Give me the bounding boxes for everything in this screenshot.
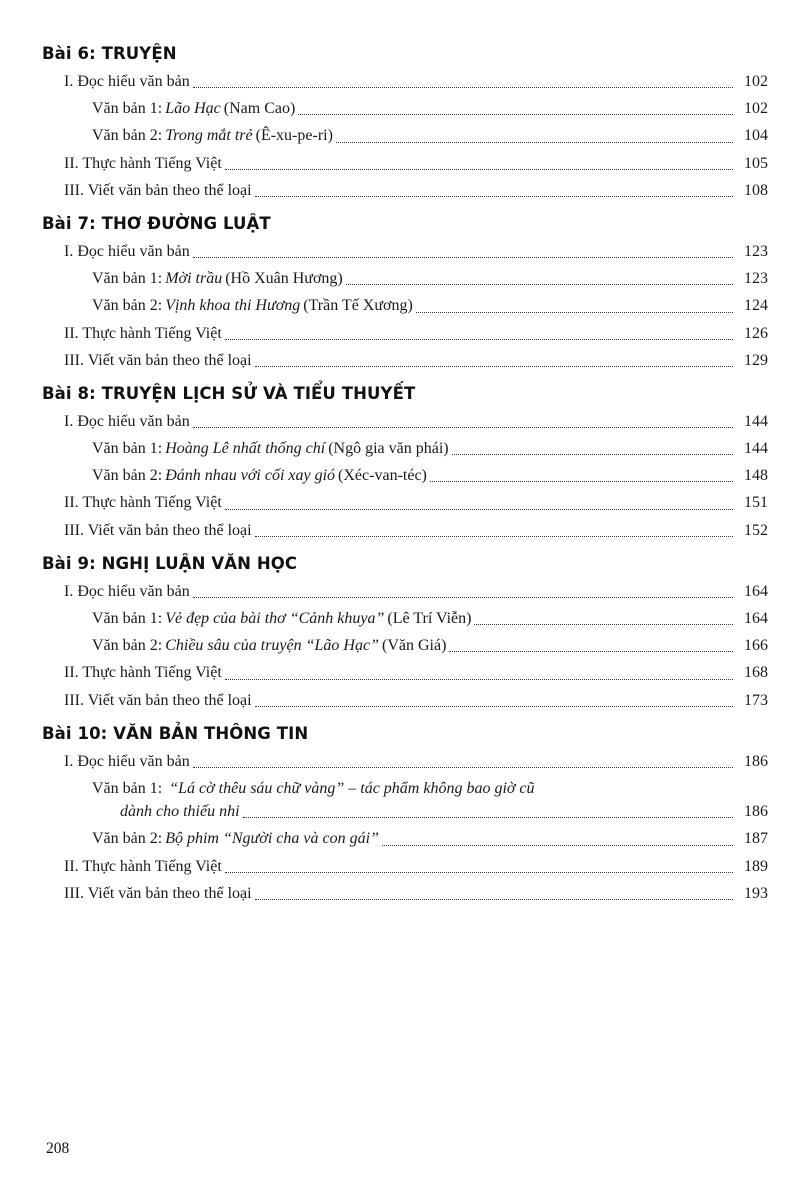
toc-entry[interactable]	[42, 410, 768, 433]
toc-entry-label: Văn bản 1:	[92, 270, 163, 288]
toc-leader-dots	[193, 86, 733, 88]
toc-entry-page: 186	[744, 752, 768, 770]
toc-entry[interactable]	[42, 607, 768, 630]
toc-entry[interactable]	[42, 491, 768, 514]
toc-entry[interactable]	[42, 97, 768, 120]
toc-section-title: Bài 6: TRUYỆN	[42, 44, 177, 63]
toc-entry[interactable]	[42, 519, 768, 542]
toc-entry-page: 189	[744, 857, 768, 875]
toc-entry-label: Văn bản 2:	[92, 467, 163, 485]
toc-leader-dots	[255, 365, 733, 367]
toc-entry-label: I. Đọc hiểu văn bản	[64, 242, 190, 260]
toc-entry-title: Vịnh khoa thi Hương	[165, 297, 301, 315]
toc-leader-dots	[193, 426, 733, 428]
toc-section-title: Bài 9: NGHỊ LUẬN VĂN HỌC	[42, 553, 298, 573]
toc-entry-label: Văn bản 2:	[92, 637, 163, 655]
toc-entry-label: Văn bản 1:	[92, 610, 163, 627]
toc-entry-author: (Lê Trí Viễn)	[387, 610, 472, 627]
toc-entry-page: 186	[744, 803, 768, 821]
toc-entry-page: 173	[744, 691, 768, 709]
toc-leader-dots	[225, 508, 733, 510]
toc-leader-dots	[449, 650, 733, 652]
toc-entry-author: (Ngô gia văn phái)	[328, 440, 449, 458]
toc-leader-dots	[255, 705, 733, 707]
toc-entry-author: (Ê-xu-pe-ri)	[255, 127, 333, 145]
toc-entry-label: III. Viết văn bản theo thể loại	[64, 351, 252, 369]
toc-entry-page: 123	[744, 242, 768, 260]
toc-entry-title: Mời trầu	[165, 270, 223, 288]
toc-entry-page: 102	[744, 73, 768, 90]
toc-entry[interactable]	[42, 267, 768, 290]
toc-leader-dots	[382, 844, 733, 846]
toc-entry[interactable]	[42, 827, 768, 850]
toc-entry-page: 193	[744, 884, 768, 902]
toc-section-title: Bài 10: VĂN BẢN THÔNG TIN	[42, 723, 309, 743]
toc-leader-dots	[193, 596, 733, 598]
toc-leader-dots	[225, 678, 733, 680]
toc-entry-title-cont: dành cho thiếu nhi	[120, 803, 240, 821]
toc-entry-title: Bộ phim “Người cha và con gái”	[165, 830, 379, 848]
toc-entry-label: Văn bản 1:	[92, 440, 163, 458]
toc-entry[interactable]	[42, 777, 768, 823]
toc-entry-label: II. Thực hành Tiếng Việt	[64, 324, 222, 342]
toc-leader-dots	[336, 141, 733, 143]
toc-entry-page: 123	[744, 270, 768, 288]
toc-entry[interactable]	[42, 882, 768, 905]
toc-entry-label: I. Đọc hiểu văn bản	[64, 582, 190, 600]
toc-entry[interactable]	[42, 70, 768, 93]
toc-section	[42, 384, 768, 542]
toc-entry[interactable]	[42, 349, 768, 372]
toc-entry-label: Văn bản 2:	[92, 297, 163, 315]
toc-entry-label: III. Viết văn bản theo thể loại	[64, 521, 252, 539]
toc-entry[interactable]	[42, 661, 768, 684]
toc-entry-title: Vẻ đẹp của bài thơ “Cảnh khuya”	[165, 610, 385, 627]
toc-entry-author: (Xéc-van-téc)	[338, 467, 427, 485]
toc-entry-page: 104	[744, 127, 768, 145]
toc-entry[interactable]	[42, 689, 768, 712]
toc-entry[interactable]	[42, 179, 768, 202]
toc-section	[42, 214, 768, 372]
toc-entry-label: II. Thực hành Tiếng Việt	[64, 664, 222, 682]
toc-entry-author: (Nam Cao)	[223, 100, 296, 118]
toc-leader-dots	[298, 113, 733, 115]
toc-entry-page: 144	[744, 412, 768, 430]
toc-entry-page: 148	[744, 467, 768, 485]
toc-entry[interactable]	[42, 437, 768, 460]
toc-entry-page: 102	[744, 100, 768, 118]
toc-leader-dots	[255, 898, 733, 900]
toc-entry-title: Hoàng Lê nhất thống chí	[165, 440, 326, 458]
toc-entry-page: 126	[744, 324, 768, 342]
toc-entry-page: 124	[744, 297, 768, 315]
toc-entry-author: (Văn Giá)	[381, 637, 447, 655]
toc-entry-label: II. Thực hành Tiếng Việt	[64, 857, 222, 875]
toc-entry[interactable]	[42, 580, 768, 603]
toc-entry-page: 151	[744, 494, 768, 512]
toc-entry-page: 144	[744, 440, 768, 458]
toc-entry[interactable]	[42, 152, 768, 175]
toc-leader-dots	[416, 311, 733, 313]
toc-leader-dots	[225, 168, 733, 170]
toc-entry-page: 105	[744, 154, 768, 172]
toc-entry[interactable]	[42, 240, 768, 263]
toc-entry-author: (Hồ Xuân Hương)	[225, 270, 343, 288]
toc-entry[interactable]	[42, 294, 768, 317]
toc-entry-label: II. Thực hành Tiếng Việt	[64, 494, 222, 512]
toc-leader-dots	[225, 871, 733, 873]
toc-entry-label: Văn bản 2:	[92, 830, 163, 848]
toc-entry-title: Chiều sâu của truyện “Lão Hạc”	[165, 637, 379, 655]
toc-entry-label: I. Đọc hiểu văn bản	[64, 412, 190, 430]
toc-entry-label: Văn bản 1:	[92, 779, 167, 797]
toc-entry-page: 187	[744, 830, 768, 848]
toc-section	[42, 554, 768, 712]
toc-entry-label: II. Thực hành Tiếng Việt	[64, 154, 222, 172]
toc-leader-dots	[193, 766, 733, 768]
toc-section-title: Bài 8: TRUYỆN LỊCH SỬ VÀ TIỂU THUYẾT	[42, 383, 416, 403]
table-of-contents	[42, 44, 768, 905]
toc-entry-page: 166	[744, 637, 768, 655]
toc-entry-title: Trong mắt trẻ	[165, 127, 253, 145]
toc-entry-label: I. Đọc hiểu văn bản	[64, 73, 190, 90]
toc-entry-label: III. Viết văn bản theo thể loại	[64, 884, 252, 902]
toc-entry-page: 164	[744, 582, 768, 600]
toc-entry-page: 168	[744, 664, 768, 682]
toc-entry-label: III. Viết văn bản theo thể loại	[64, 181, 252, 199]
toc-entry-author: (Trần Tế Xương)	[303, 297, 413, 315]
toc-leader-dots	[255, 195, 733, 197]
toc-entry-page: 129	[744, 351, 768, 369]
toc-leader-dots	[193, 256, 733, 258]
toc-leader-dots	[474, 623, 733, 625]
toc-entry[interactable]	[42, 124, 768, 147]
toc-entry-label: Văn bản 2:	[92, 127, 163, 145]
toc-entry[interactable]	[42, 464, 768, 487]
toc-entry-page: 164	[744, 610, 768, 627]
toc-leader-dots	[243, 816, 733, 818]
toc-leader-dots	[346, 283, 733, 285]
page-number: 208	[46, 1140, 70, 1157]
toc-entry-title: Lão Hạc	[165, 100, 221, 118]
toc-section-title: Bài 7: THƠ ĐƯỜNG LUẬT	[42, 213, 271, 233]
toc-leader-dots	[430, 480, 733, 482]
toc-entry-page: 108	[744, 181, 768, 199]
toc-entry-title: Đánh nhau với cối xay gió	[165, 467, 336, 485]
toc-entry-label: III. Viết văn bản theo thể loại	[64, 691, 252, 709]
toc-entry-page: 152	[744, 521, 768, 539]
toc-section	[42, 44, 768, 202]
toc-section	[42, 724, 768, 905]
toc-entry[interactable]	[42, 750, 768, 773]
toc-leader-dots	[255, 535, 733, 537]
toc-entry-label: Văn bản 1:	[92, 100, 163, 118]
toc-entry[interactable]	[42, 634, 768, 657]
toc-entry[interactable]	[42, 322, 768, 345]
toc-entry[interactable]	[42, 855, 768, 878]
toc-leader-dots	[452, 453, 733, 455]
toc-leader-dots	[225, 338, 733, 340]
toc-entry-title: “Lá cờ thêu sáu chữ vàng” – tác phẩm không bao giờ cũ	[169, 779, 535, 797]
toc-entry-label: I. Đọc hiểu văn bản	[64, 752, 190, 770]
